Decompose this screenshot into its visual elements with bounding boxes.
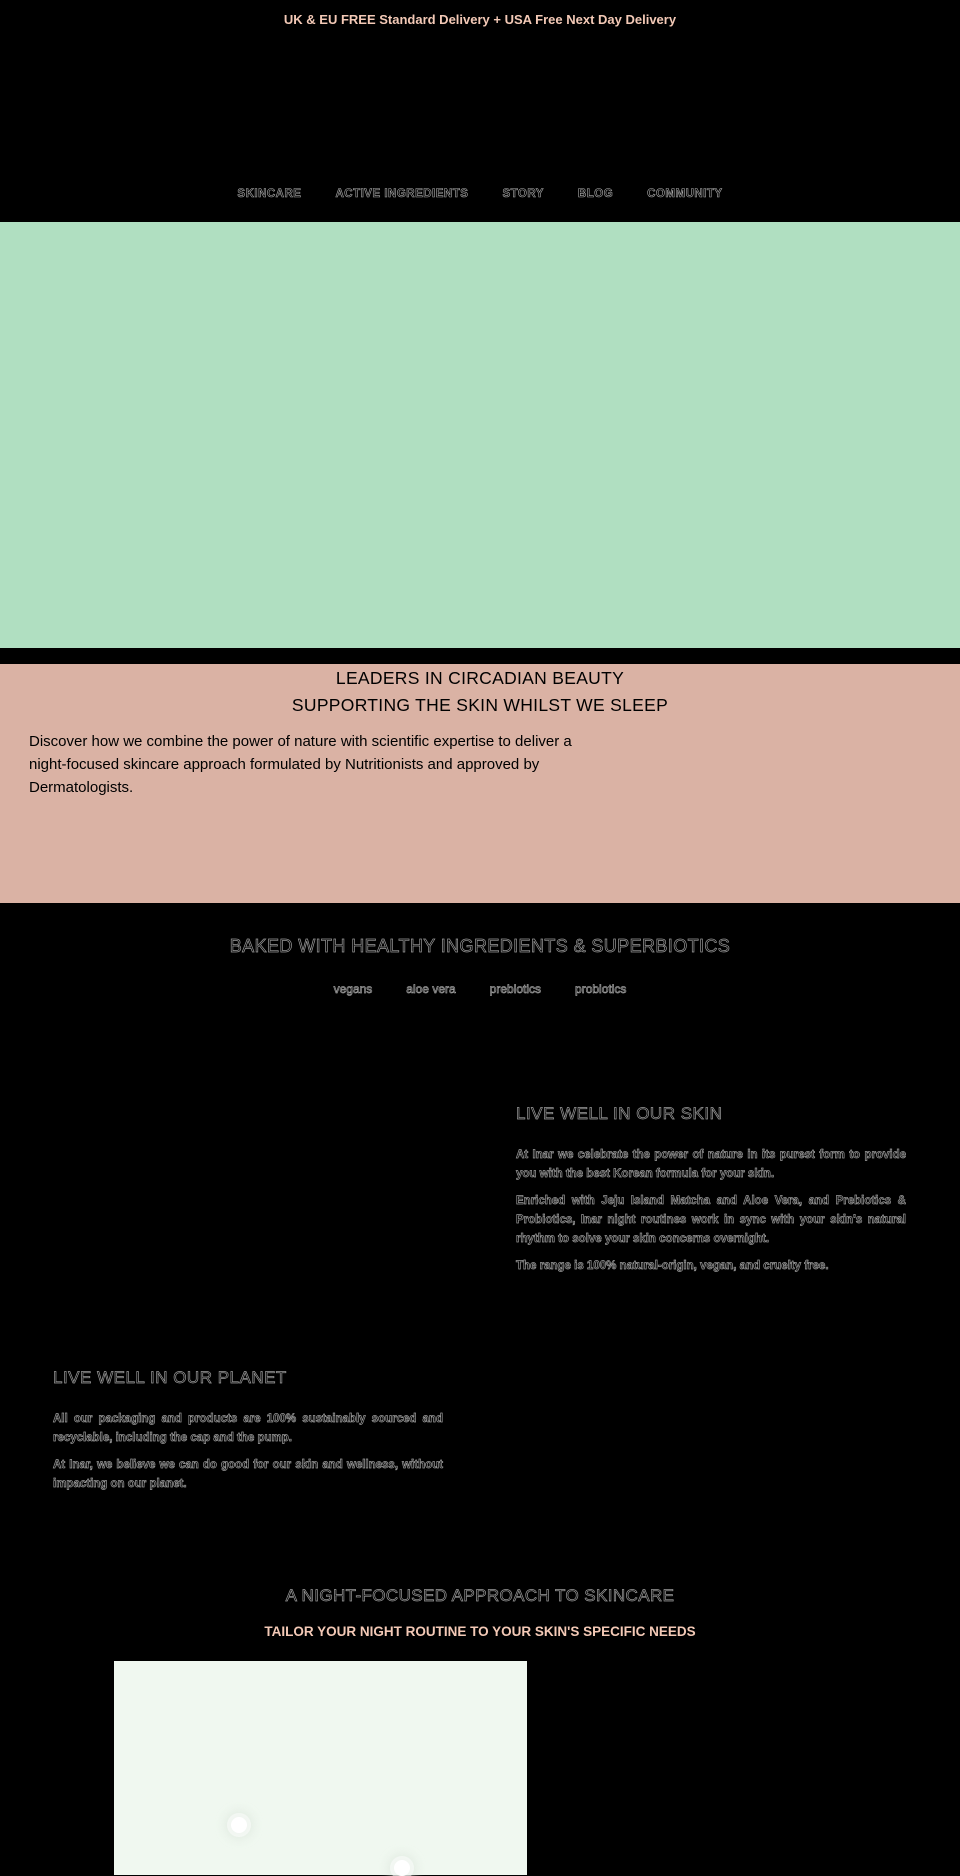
tab-vegans[interactable]: vegans [333,982,373,996]
hero-banner [0,222,960,648]
intro-heading-2: SUPPORTING THE SKIN WHILST WE SLEEP [291,695,669,715]
intro-body: Discover how we combine the power of nature with scientific expertise to deliver a night-focused skincare approach formulated by Nutritionists and approved by Dermatologists. [29,733,572,796]
skin-section [516,1104,906,1284]
tab-prebiotics[interactable]: prebiotics [489,982,542,996]
planet-section [53,1368,443,1502]
ingredient-tabs [0,982,960,996]
hotspot-dot[interactable] [231,1817,247,1833]
nav-community[interactable]: COMMUNITY [647,188,723,200]
tab-probiotics[interactable]: probiotics [575,982,627,996]
hotspot-dot[interactable] [394,1860,410,1876]
skin-paragraph: At Inar we celebrate the power of nature in its purest form to provide you with the best Korean formula for your skin. [516,1149,906,1180]
intro-heading-1: LEADERS IN CIRCADIAN BEAUTY [335,668,625,688]
nav-blog[interactable]: BLOG [577,188,614,200]
announcement-bar [0,0,960,38]
night-subtitle: TAILOR YOUR NIGHT ROUTINE TO YOUR SKIN'S SPECIFIC NEEDS [264,1624,696,1639]
skin-paragraph: Enriched with Jeju Island Matcha and Aloe Vera, and Prebiotics & Probiotics, Inar night routines work in sync with your skin's natural rhythm to solve your skin concerns overnight. [516,1195,906,1245]
nav-skincare[interactable]: SKINCARE [237,188,302,200]
ingredients-title: BAKED WITH HEALTHY INGREDIENTS & SUPERBIOTICS [229,936,731,956]
skin-paragraph: The range is 100% natural-origin, vegan, and cruelty free. [516,1260,829,1272]
night-title: A NIGHT-FOCUSED APPROACH TO SKINCARE [285,1586,675,1605]
routine-panel [114,1661,527,1875]
planet-title: LIVE WELL IN OUR PLANET [53,1368,287,1387]
tab-aloe-vera[interactable]: aloe vera [406,982,456,996]
announcement-text: UK & EU FREE Standard Delivery + USA Free Next Day Delivery [283,11,677,27]
planet-paragraph: At Inar, we believe we can do good for our skin and wellness, without impacting on our planet. [53,1459,443,1490]
nav-story[interactable]: STORY [502,188,544,200]
planet-paragraph: All our packaging and products are 100% sustainably sourced and recyclable, including the cap and the pump. [53,1413,443,1444]
nav-active-ingredients[interactable]: ACTIVE INGREDIENTS [335,188,469,200]
main-nav [0,188,960,212]
intro-section [0,664,960,903]
skin-title: LIVE WELL IN OUR SKIN [516,1104,723,1123]
